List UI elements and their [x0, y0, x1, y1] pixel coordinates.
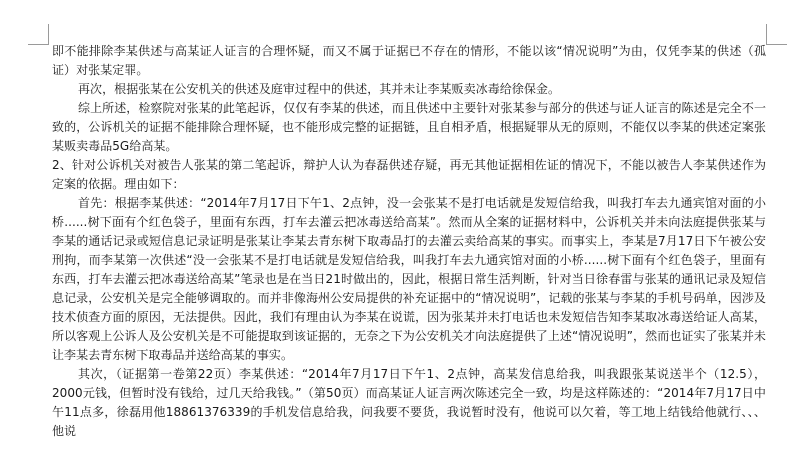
crop-mark-top-right: [766, 24, 787, 45]
document-body: [52, 42, 766, 441]
paragraph: 首先：根据李某供述：“2014年7月17日下午1、2点钟，没一会张某不是打电话就是发短信给我，叫我打车去九通宾馆对面的小桥......树下面有个红色袋子，里面有东西，打车去灌云把冰毒送给高某”。然而从全案的证据材料中，公诉机关并未向法庭提供张某与李某的通话记录或短信息记录证明是张某让李某去青东树下取毒品打的去灌云卖给高某的事实。而事实上，李某是7月17日下午被公安刑拘，而李某第一次供述“没一会张某不是打电话就是发短信给我，叫我打车去九通宾馆对面的小桥......树下面有个红色袋子，里面有东西，打车去灌云把冰毒送给高某”笔录也是在当日21时做出的，因此，根据日常生活判断，针对当日徐春雷与张某的通讯记录及短信息记录，公安机关是完全能够调取的。而并非像海州公安局提供的补充证据中的“情况说明”，记载的张某与李某的手机号码单，因涉及技术侦查方面的原因，无法提供。因此，我们有理由认为李某在说谎，因为张某并未打电话也未发短信告知李某取冰毒送给证人高某，所以客观上公诉人及公安机关是不可能提取到该证据的，无奈之下为公安机关才向法庭提供了上述“情况说明”，然而也证实了张某并未让李某去青东树下取毒品并送给高某的事实。: [52, 196, 766, 362]
crop-mark-top-left: [28, 24, 49, 45]
paragraph: 即不能排除李某供述与高某证人证言的合理怀疑，而又不属于证据已不存在的情形，不能以该“情况说明”为由，仅凭李某的供述（孤证）对张某定罪。: [52, 44, 766, 77]
paragraph: 综上所述，检察院对张某的此笔起诉，仅仅有李某的供述，而且供述中主要针对张某参与部分的供述与证人证言的陈述是完全不一致的，公诉机关的证据不能排除合理怀疑，也不能形成完整的证据链，且自相矛盾，根据疑罪从无的原则，不能仅以李某的供述定案张某贩卖毒品5G给高某。: [52, 101, 766, 153]
paragraph: 再次，根据张某在公安机关的供述及庭审过程中的供述，其并未让李某贩卖冰毒给徐保金。: [78, 82, 561, 96]
paragraph: 2、针对公诉机关对被告人张某的第二笔起诉，辩护人认为春磊供述存疑，再无其他证据相佐证的情况下，不能以被告人李某供述作为定案的依据。理由如下：: [52, 158, 766, 191]
paragraph: 其次，（证据第一卷第22页）李某供述：“2014年7月17日下午1、2点钟，高某发信息给我，叫我跟张某说送半个（12.5），2000元钱，但暂时没有钱给，过几天给我钱。”（第50页）而高某证人证言两次陈述完全一致，均是这样陈述的：“2014年7月17日中午11点多，徐磊用他18861376339的手机发信息给我，问我要不要货，我说暂时没有，他说可以欠着，等工地上结钱给他就行、、、他说: [52, 367, 766, 438]
